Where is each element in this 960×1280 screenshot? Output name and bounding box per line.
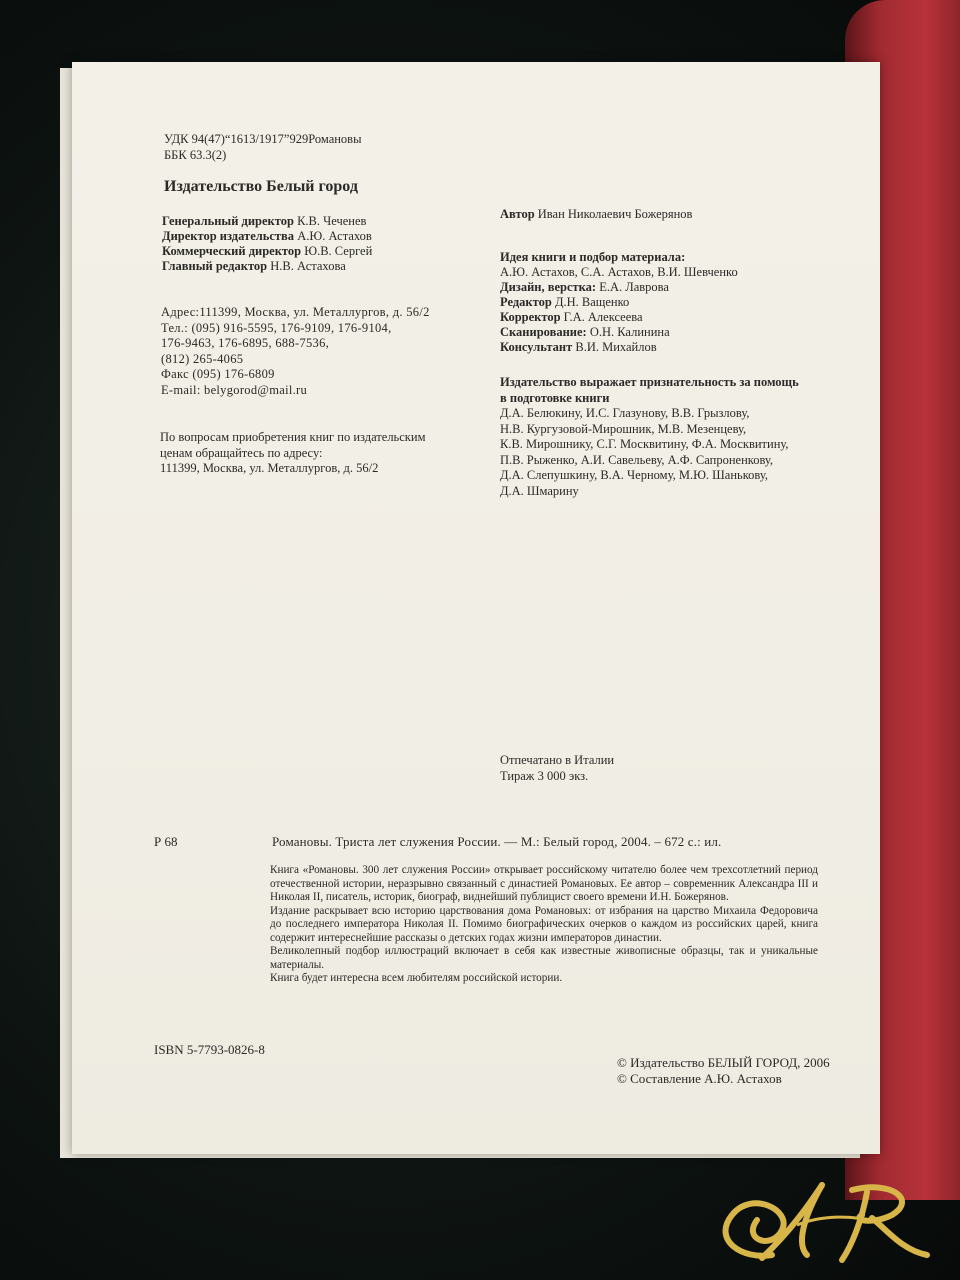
purchase-line: 111399, Москва, ул. Металлургов, д. 56/2	[160, 461, 379, 475]
contact-line: E-mail: belygorod@mail.ru	[161, 382, 308, 397]
purchase-line: ценам обращайтесь по адресу:	[160, 445, 323, 460]
credit-row: Корректор Г.А. Алексеева	[500, 310, 643, 324]
contact-line: Факс (095) 176-6809	[161, 367, 275, 381]
credit-row: Сканирование: О.Н. Калинина	[500, 325, 670, 339]
staff-row: Главный редактор Н.В. Астахова	[162, 259, 346, 273]
idea-names: А.Ю. Астахов, С.А. Астахов, В.И. Шевченко	[500, 265, 738, 279]
thanks-line: Н.В. Кургузовой-Мирошник, М.В. Мезенцеву,	[500, 421, 747, 436]
printing-info	[500, 752, 614, 784]
thanks-heading: в подготовке книги	[500, 390, 610, 405]
credit-row: Редактор Д.Н. Ващенко	[500, 295, 630, 309]
thanks-line: Д.А. Шмарину	[500, 483, 579, 498]
print-run: Тираж 3 000 экз.	[500, 769, 589, 783]
contacts-block	[161, 305, 430, 398]
publisher-title: Издательство Белый город	[164, 178, 358, 195]
staff-row: Директор издательства А.Ю. Астахов	[162, 229, 372, 243]
author-line: Автор Иван Николаевич Божерянов	[500, 207, 693, 221]
thanks-line: Д.А. Слепушкину, В.А. Черному, М.Ю. Шанькову,	[500, 468, 769, 482]
thanks-line: Д.А. Белюкину, И.С. Глазунову, В.В. Грызлову,	[500, 406, 750, 420]
staff-list	[162, 214, 372, 274]
book-page	[72, 62, 880, 1154]
annotation-paragraph: Книга «Романовы. 300 лет служения России» открывает российскому читателю более чем трехсотлетний период отечественной истории, неразрывно связанный с династией Романовых. Ее автор – современник Александра III и Николая II, писатель, историк, биограф, виднейший публицист своего времени И.Н. Божерянов.	[270, 864, 818, 903]
udk-line: УДК 94(47)“1613/1917”929Романовы	[164, 132, 362, 146]
catalog-code: Р 68	[154, 834, 178, 849]
staff-row: Генеральный директор К.В. Чеченев	[162, 214, 367, 228]
copyright-line: © Издательство БЕЛЫЙ ГОРОД, 2006	[617, 1055, 830, 1070]
bbk-line: ББК 63.3(2)	[164, 148, 227, 162]
annotation-paragraph: Издание раскрывает всю историю царствования дома Романовых: от избрания на царство Михаила Федоровича до последнего императора Николая II. Помимо биографических очерков о каждом из российских царей, книга содержит интереснейшие рассказы о детских годах жизни императоров династии.	[270, 904, 818, 944]
credits-block	[500, 250, 738, 355]
contact-line: Тел.: (095) 916-5595, 176-9109, 176-9104,	[161, 320, 392, 335]
copyright-block	[617, 1055, 830, 1087]
credit-row: Консультант В.И. Михайлов	[500, 340, 657, 354]
copyright-line: © Составление А.Ю. Астахов	[617, 1071, 782, 1086]
monogram-logo-icon	[702, 1170, 942, 1270]
annotation-paragraph: Великолепный подбор иллюстраций включает в себя как известные живописные образцы, так и уникальные материалы.	[270, 945, 818, 971]
isbn: ISBN 5-7793-0826-8	[154, 1042, 265, 1057]
printed-in: Отпечатано в Италии	[500, 753, 615, 767]
idea-label: Идея книги и подбор материала:	[500, 250, 686, 264]
contact-line: (812) 265-4065	[161, 351, 244, 366]
thanks-block	[500, 375, 799, 499]
thanks-line: П.В. Рыженко, А.И. Савельеву, А.Ф. Сапроненкову,	[500, 452, 774, 467]
thanks-heading: Издательство выражает признательность за помощь	[500, 375, 799, 389]
thanks-line: К.В. Мирошнику, С.Г. Москвитину, Ф.А. Москвитину,	[500, 437, 789, 451]
annotation-paragraph: Книга будет интересна всем любителям российской истории.	[270, 972, 563, 984]
staff-row: Коммерческий директор Ю.В. Сергей	[162, 244, 373, 258]
purchase-line: По вопросам приобретения книг по издательским	[160, 430, 426, 444]
contact-line: 176-9463, 176-6895, 688-7536,	[161, 336, 330, 350]
annotation-block	[270, 864, 818, 986]
catalog-title: Романовы. Триста лет служения России. — М.: Белый город, 2004. – 672 с.: ил.	[272, 834, 722, 849]
purchase-info	[160, 430, 425, 477]
credit-row: Дизайн, верстка: Е.А. Лаврова	[500, 280, 669, 294]
contact-line: Адрес:111399, Москва, ул. Металлургов, д. 56/2	[161, 305, 430, 319]
